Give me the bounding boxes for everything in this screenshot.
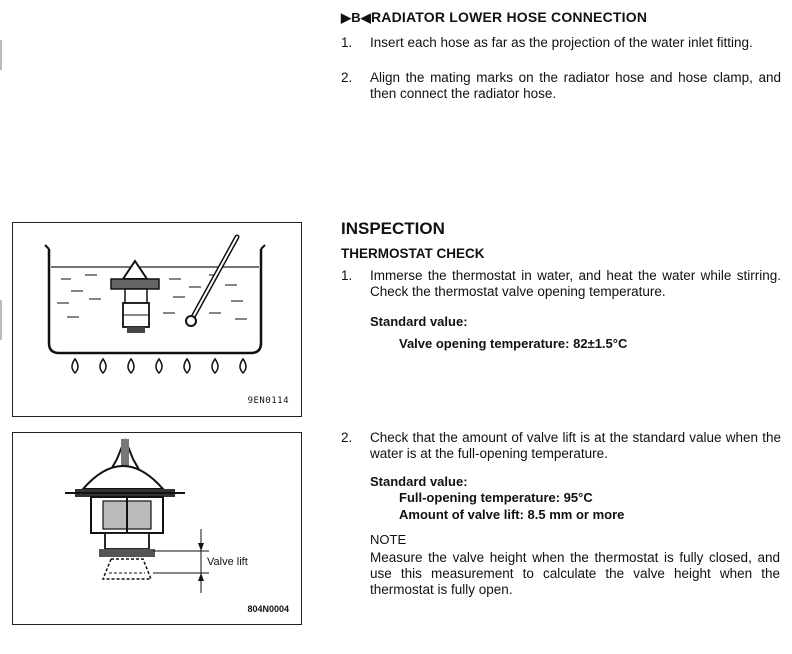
full-opening-temperature: Full-opening temperature: 95°C — [399, 490, 593, 505]
standard-value-label: Standard value: — [370, 314, 468, 329]
thermostat-check-heading: THERMOSTAT CHECK — [341, 246, 485, 261]
note-text: Measure the valve height when the thermostat is fully closed, and use this measurement to calculate the valve height when the thermostat is fully open. — [370, 550, 780, 597]
step-text: Align the mating marks on the radiator hose and hose clamp, and then connect the radiator hose. — [370, 70, 781, 101]
section-title-text: RADIATOR LOWER HOSE CONNECTION — [370, 9, 648, 25]
step-number: 1. — [341, 35, 353, 50]
valve-lift-illustration — [13, 433, 301, 624]
figure-code: 9EN0114 — [247, 396, 289, 406]
step-text: Immerse the thermostat in water, and heat the water while stirring. Check the thermostat valve opening temperature. — [370, 268, 781, 299]
inspection-step-1 — [341, 268, 781, 300]
install-step-2 — [341, 70, 781, 102]
step-text: Check that the amount of valve lift is at the standard value when the water is at the full-opening temperature. — [370, 430, 781, 461]
heating-illustration — [13, 223, 301, 416]
page-edge-mark — [0, 40, 2, 70]
standard-value-label: Standard value: — [370, 474, 468, 489]
valve-lift-amount: Amount of valve lift: 8.5 mm or more — [399, 507, 625, 522]
valve-lift-label: Valve lift — [207, 556, 248, 568]
step-number: 1. — [341, 268, 353, 283]
figure-code: 804N0004 — [247, 604, 289, 614]
step-number: 2. — [341, 70, 353, 85]
figure-valve-lift — [12, 432, 302, 625]
valve-opening-temperature: Valve opening temperature: 82±1.5°C — [399, 336, 628, 351]
page-edge-mark — [0, 300, 2, 340]
figure-thermostat-heating — [12, 222, 302, 417]
step-text: Insert each hose as far as the projection of the water inlet fitting. — [370, 35, 753, 50]
section-title — [341, 9, 647, 26]
step-number: 2. — [341, 430, 353, 445]
section-marker: ▶B◀ — [341, 10, 371, 25]
inspection-step-2 — [341, 430, 781, 462]
install-step-1 — [341, 35, 781, 67]
note-label: NOTE — [370, 532, 407, 547]
inspection-heading: INSPECTION — [341, 219, 445, 238]
